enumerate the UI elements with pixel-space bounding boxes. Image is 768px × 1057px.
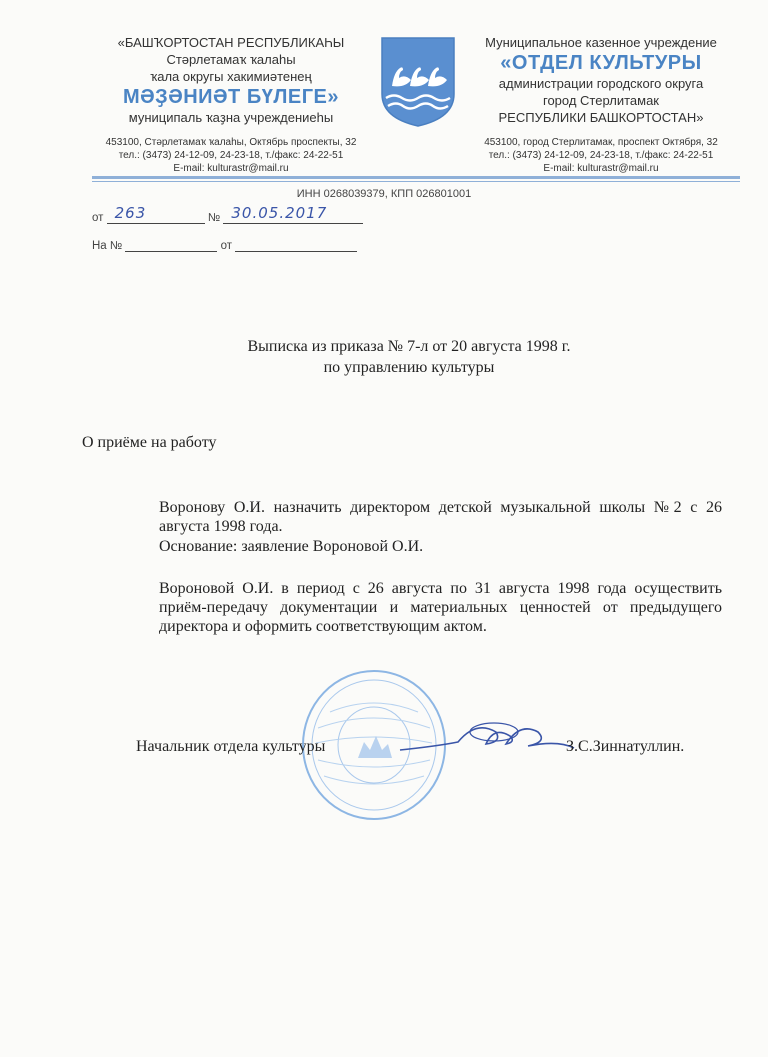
to-from-field [235, 238, 357, 252]
letterhead-right-phone: тел.: (3473) 24-12-09, 24-23-18, т./факс: 24-22-51 [488, 150, 714, 161]
letterhead-right-line4: РЕСПУБЛИКИ БАШКОРТОСТАН» [498, 110, 704, 125]
paragraph-handover: Вороновой О.И. в период с 26 августа по 31 августа 1998 года осуществить приём-передачу документации и материальных ценностей от предыдущего директора и оформить соответствующим актом. [159, 580, 722, 635]
from-label: от [92, 212, 104, 224]
letterhead-right-line1: Муниципальное казенное учреждение [485, 35, 717, 50]
paragraph-basis: Основание: заявление Вороновой О.И. [159, 538, 424, 555]
letterhead-left-email: E-mail: kulturastr@mail.ru [173, 163, 289, 174]
letterhead-left-line2: Стәрлетамаҡ ҡалаһы [166, 52, 296, 67]
number-label: № [207, 212, 221, 224]
document-title: Выписка из приказа № 7-л от 20 августа 1998 г. [247, 338, 571, 355]
letterhead-divider-thin [92, 181, 740, 182]
outgoing-reference [92, 204, 363, 224]
incoming-reference [92, 238, 357, 252]
from-value-handwritten: 263 [114, 204, 147, 222]
number-value-handwritten: 30.05.2017 [231, 204, 328, 222]
letterhead-left-line3: ҡала округы хакимиәтенең [150, 69, 312, 84]
letterhead-left-address: 453100, Стәрлетамаҡ ҡалаһы, Октябрь проспекты, 32 [105, 137, 357, 148]
paragraph-appointment: Воронову О.И. назначить директором детской музыкальной школы №2 с 26 августа 1998 года. [159, 499, 722, 535]
to-number-label: На № [92, 240, 123, 252]
city-emblem-icon [378, 36, 458, 128]
letterhead-left-line1: «БАШҠОРТОСТАН РЕСПУБЛИКАҺЫ [117, 35, 345, 50]
letterhead-left-phone: тел.: (3473) 24-12-09, 24-23-18, т./факс: 24-22-51 [118, 150, 344, 161]
document-subtitle: по управлению культуры [323, 359, 495, 376]
letterhead-right-email: E-mail: kulturastr@mail.ru [543, 163, 659, 174]
letterhead-left-title: МӘҘӘНИӘТ БҮЛЕГЕ» [122, 86, 340, 108]
to-from-label: от [220, 240, 233, 252]
to-number-field [125, 238, 217, 252]
document-subject: О приёме на работу [82, 434, 217, 451]
letterhead-left [95, 34, 367, 175]
letterhead-divider-thick [92, 176, 740, 179]
letterhead-right [470, 34, 732, 175]
letterhead-right-address: 453100, город Стерлитамак, проспект Октября, 32 [484, 137, 718, 148]
signatory-title: Начальник отдела культуры [136, 738, 326, 755]
inn-kpp-line: ИНН 0268039379, КПП 026801001 [296, 188, 472, 200]
handwritten-signature-icon [398, 712, 578, 762]
signatory-name: З.С.Зиннатуллин. [566, 738, 685, 755]
letterhead-left-line4: муниципаль ҡаҙна учреждениеһы [128, 110, 334, 125]
letterhead-right-line2: администрации городского округа [498, 76, 704, 91]
letterhead-right-title: «ОТДЕЛ КУЛЬТУРЫ [500, 52, 702, 74]
letterhead-right-line3: город Стерлитамак [542, 93, 659, 108]
from-date-field [107, 204, 205, 224]
number-field [223, 204, 363, 224]
